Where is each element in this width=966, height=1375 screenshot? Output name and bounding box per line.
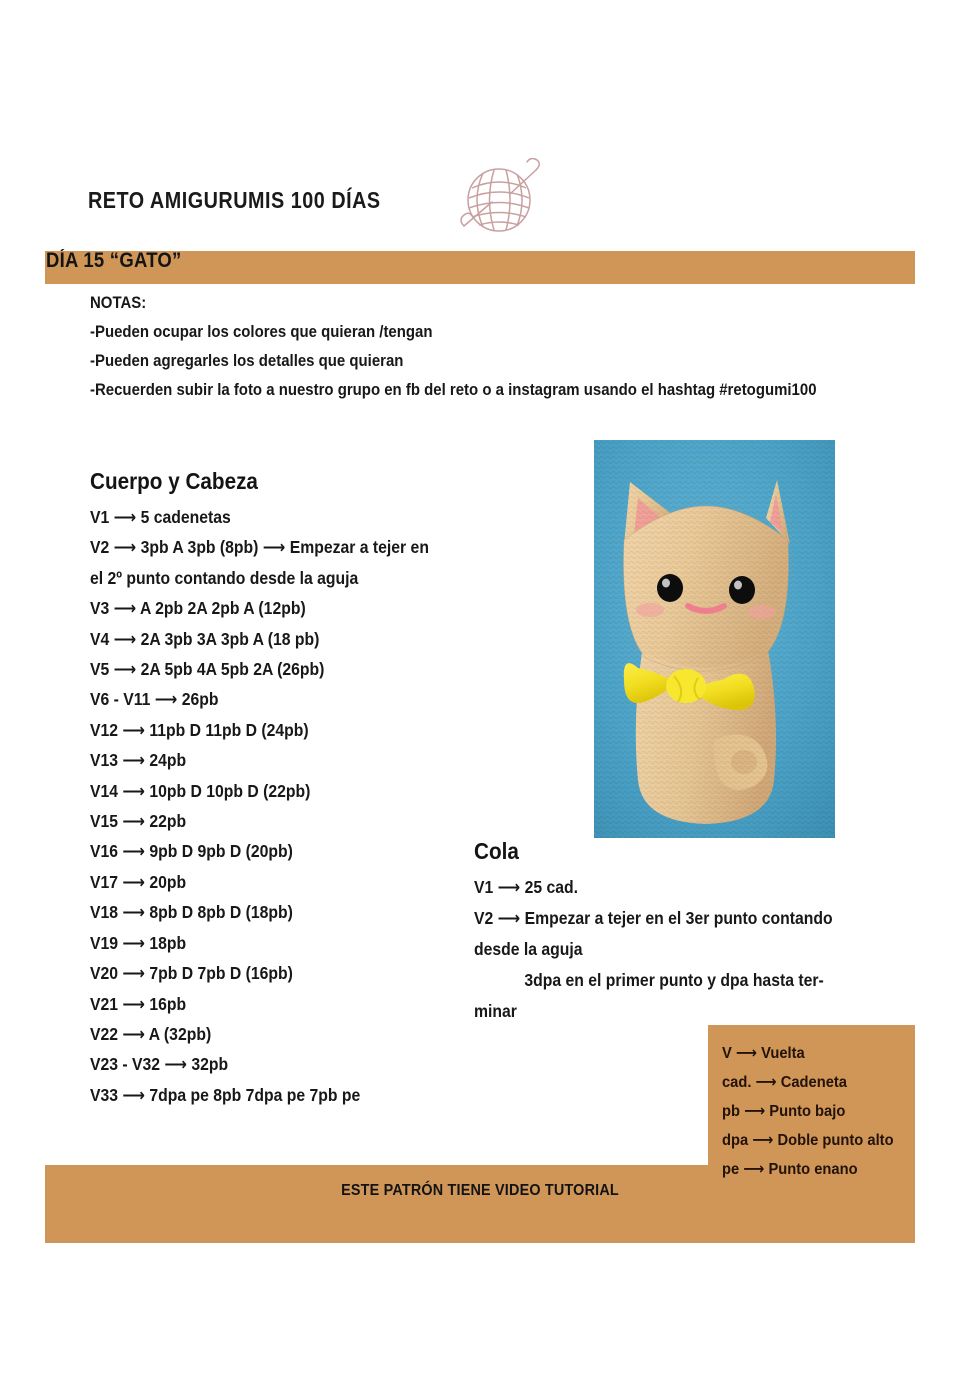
- pattern-row: V3 ⟶ A 2pb 2A 2pb A (12pb): [90, 598, 306, 619]
- pattern-row: minar: [474, 1001, 517, 1021]
- pattern-row: desde la aguja: [474, 939, 583, 959]
- legend-entry: pe ⟶ Punto enano: [722, 1161, 858, 1178]
- pattern-row: V2 ⟶ Empezar a tejer en el 3er punto contando: [474, 908, 833, 928]
- notes-heading: NOTAS:: [90, 293, 147, 312]
- body-and-head-section: [90, 468, 510, 1110]
- video-tutorial-text: ESTE PATRÓN TIENE VIDEO TUTORIAL: [341, 1182, 619, 1199]
- notes-section: [90, 288, 920, 404]
- pattern-row: V19 ⟶ 18pb: [90, 932, 187, 953]
- pattern-row: V16 ⟶ 9pb D 9pb D (20pb): [90, 841, 293, 862]
- pattern-row: V12 ⟶ 11pb D 11pb D (24pb): [90, 719, 309, 740]
- pattern-row: V14 ⟶ 10pb D 10pb D (22pb): [90, 780, 311, 801]
- pattern-row: V5 ⟶ 2A 5pb 4A 5pb 2A (26pb): [90, 659, 325, 680]
- note-line: -Pueden ocupar los colores que quieran /tengan: [90, 322, 433, 341]
- note-line: -Recuerden subir la foto a nuestro grupo en fb del reto o a instagram usando el hashtag #retogumi100: [90, 380, 817, 399]
- pattern-row: V1 ⟶ 5 cadenetas: [90, 507, 231, 527]
- tail-section-heading: Cola: [474, 838, 519, 864]
- pattern-row: V1 ⟶ 25 cad.: [474, 877, 579, 897]
- pattern-row: V4 ⟶ 2A 3pb 3A 3pb A (18 pb): [90, 628, 320, 649]
- pattern-row: V22 ⟶ A (32pb): [90, 1023, 212, 1044]
- legend-entry: pb ⟶ Punto bajo: [722, 1103, 846, 1120]
- legend-entry: V ⟶ Vuelta: [722, 1045, 805, 1062]
- yarn-ball-with-crochet-hook-icon: [452, 158, 547, 243]
- pattern-row: V33 ⟶ 7dpa pe 8pb 7dpa pe 7pb pe: [90, 1084, 361, 1105]
- legend-entry: dpa ⟶ Doble punto alto: [722, 1132, 894, 1149]
- day-title-text: DÍA 15 “GATO”: [46, 249, 182, 272]
- pattern-row: V2 ⟶ 3pb A 3pb (8pb) ⟶ Empezar a tejer en: [90, 537, 429, 558]
- page-header: [88, 155, 528, 245]
- pattern-row: V13 ⟶ 24pb: [90, 750, 187, 771]
- pattern-row: el 2º punto contando desde la aguja: [90, 567, 359, 588]
- body-section-heading: Cuerpo y Cabeza: [90, 468, 258, 494]
- pattern-row: V17 ⟶ 20pb: [90, 871, 187, 892]
- pattern-row: V21 ⟶ 16pb: [90, 993, 187, 1014]
- pattern-row: V15 ⟶ 22pb: [90, 811, 187, 832]
- tail-section: [474, 838, 894, 1027]
- crocheted-cat-amigurumi-photo: [594, 440, 835, 838]
- pattern-row: V20 ⟶ 7pb D 7pb D (16pb): [90, 963, 293, 984]
- pattern-row: 3dpa en el primer punto y dpa hasta ter-: [524, 970, 824, 990]
- pattern-row: V6 - V11 ⟶ 26pb: [90, 689, 219, 710]
- legend-entry: cad. ⟶ Cadeneta: [722, 1074, 848, 1091]
- pattern-row: V18 ⟶ 8pb D 8pb D (18pb): [90, 902, 293, 923]
- page-title: RETO AMIGURUMIS 100 DÍAS: [88, 186, 381, 213]
- note-line: -Pueden agregarles los detalles que quieran: [90, 351, 404, 370]
- abbreviations-legend: [708, 1025, 915, 1190]
- pattern-row: V23 - V32 ⟶ 32pb: [90, 1054, 229, 1075]
